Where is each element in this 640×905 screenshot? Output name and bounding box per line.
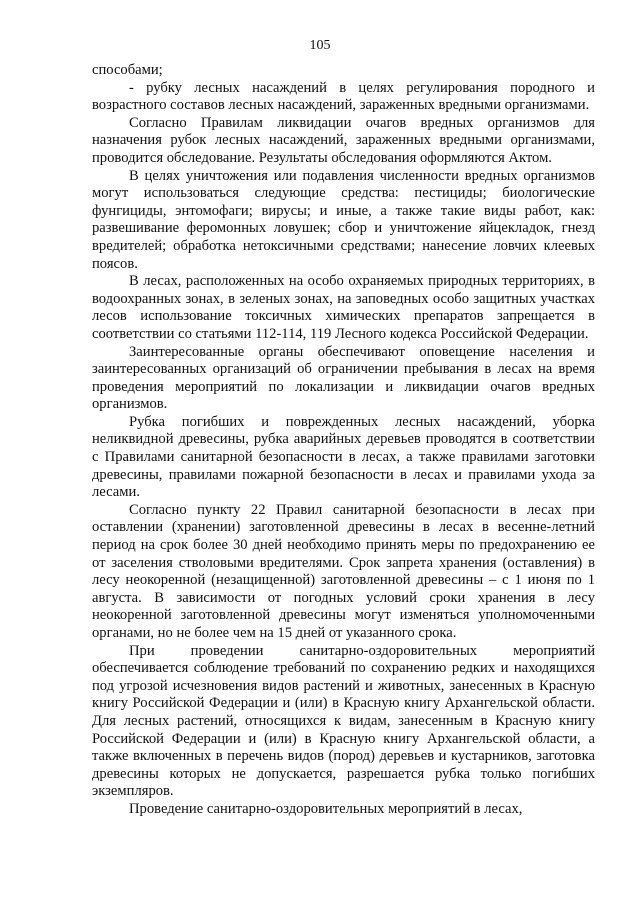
paragraph-10: Проведение санитарно-оздоровительных мероприятий в лесах, xyxy=(129,800,523,817)
paragraph-8: Согласно пункту 22 Правил санитарной безопасности в лесах при оставлении (хранении) заготовленной древесины в лесах в весенне-летний период на срок более 30 дней необходимо принять меры по предохранению ее от заселения стволовыми вредителями. Срок запрета хранения (оставления) в лесу неокоренной (незащищенной) заготовленной древесины – с 1 июня по 1 августа. В зависимости от погодных условий сроки хранения в лесу неокоренной заготовленной древесины могут изменяться уполномоченными органами, но не более чем на 15 дней от указанного срока. xyxy=(92,501,595,641)
paragraph-6: Заинтересованные органы обеспечивают оповещение населения и заинтересованных организаций об ограничении пребывания в лесах на время проведения мероприятий по локализации и ликвидации очагов вредных организмов. xyxy=(92,343,595,413)
paragraph-2: - рубку лесных насаждений в целях регулирования породного и возрастного составов лесных насаждений, зараженных вредными организмами. xyxy=(92,79,595,114)
paragraph-7: Рубка погибших и поврежденных лесных насаждений, уборка неликвидной древесины, рубка аварийных деревьев проводятся в соответствии с Правилами санитарной безопасности в лесах, а также правилами заготовки древесины, правилами пожарной безопасности в лесах и правилами ухода за лесами. xyxy=(92,413,595,501)
paragraph-4: В целях уничтожения или подавления численности вредных организмов могут использоваться следующие средства: пестициды; биологические фунгициды, энтомофаги; вирусы; и иные, а также такие виды работ, как: развешивание феромонных ловушек; сбор и уничтожение яйцекладок, гнезд вредителей; обработка нетоксичными средствами; нанесение ловчих клеевых поясов. xyxy=(92,167,595,272)
page-number: 105 xyxy=(309,38,331,53)
paragraph-5: В лесах, расположенных на особо охраняемых природных территориях, в водоохранных зонах, в зеленых зонах, на заповедных особо защитных участках лесов использование токсичных химических препаратов запрещается в соответствии со статьями 112-114, 119 Лесного кодекса Российской Федерации. xyxy=(92,273,595,342)
paragraph-1: способами; xyxy=(92,62,163,78)
paragraph-3: Согласно Правилам ликвидации очагов вредных организмов для назначения рубок лесных насаждений, зараженных вредными организмами, проводится обследование. Результаты обследования оформляются Актом. xyxy=(92,114,595,166)
document-body xyxy=(92,62,595,819)
paragraph-9: При проведении санитарно-оздоровительных мероприятий обеспечивается соблюдение требований по сохранению редких и находящихся под угрозой исчезновения видов растений и животных, занесенных в Красную книгу Российской Федерации и (или) в Красную книгу Архангельской области. Для лесных растений, относящихся к видам, занесенным в Красную книгу Российской Федерации и (или) в Красную книгу Архангельской области, а также включенных в перечень видов (пород) деревьев и кустарников, заготовка древесины которых не допускается, разрешается рубка только погибших экземпляров. xyxy=(92,642,595,800)
